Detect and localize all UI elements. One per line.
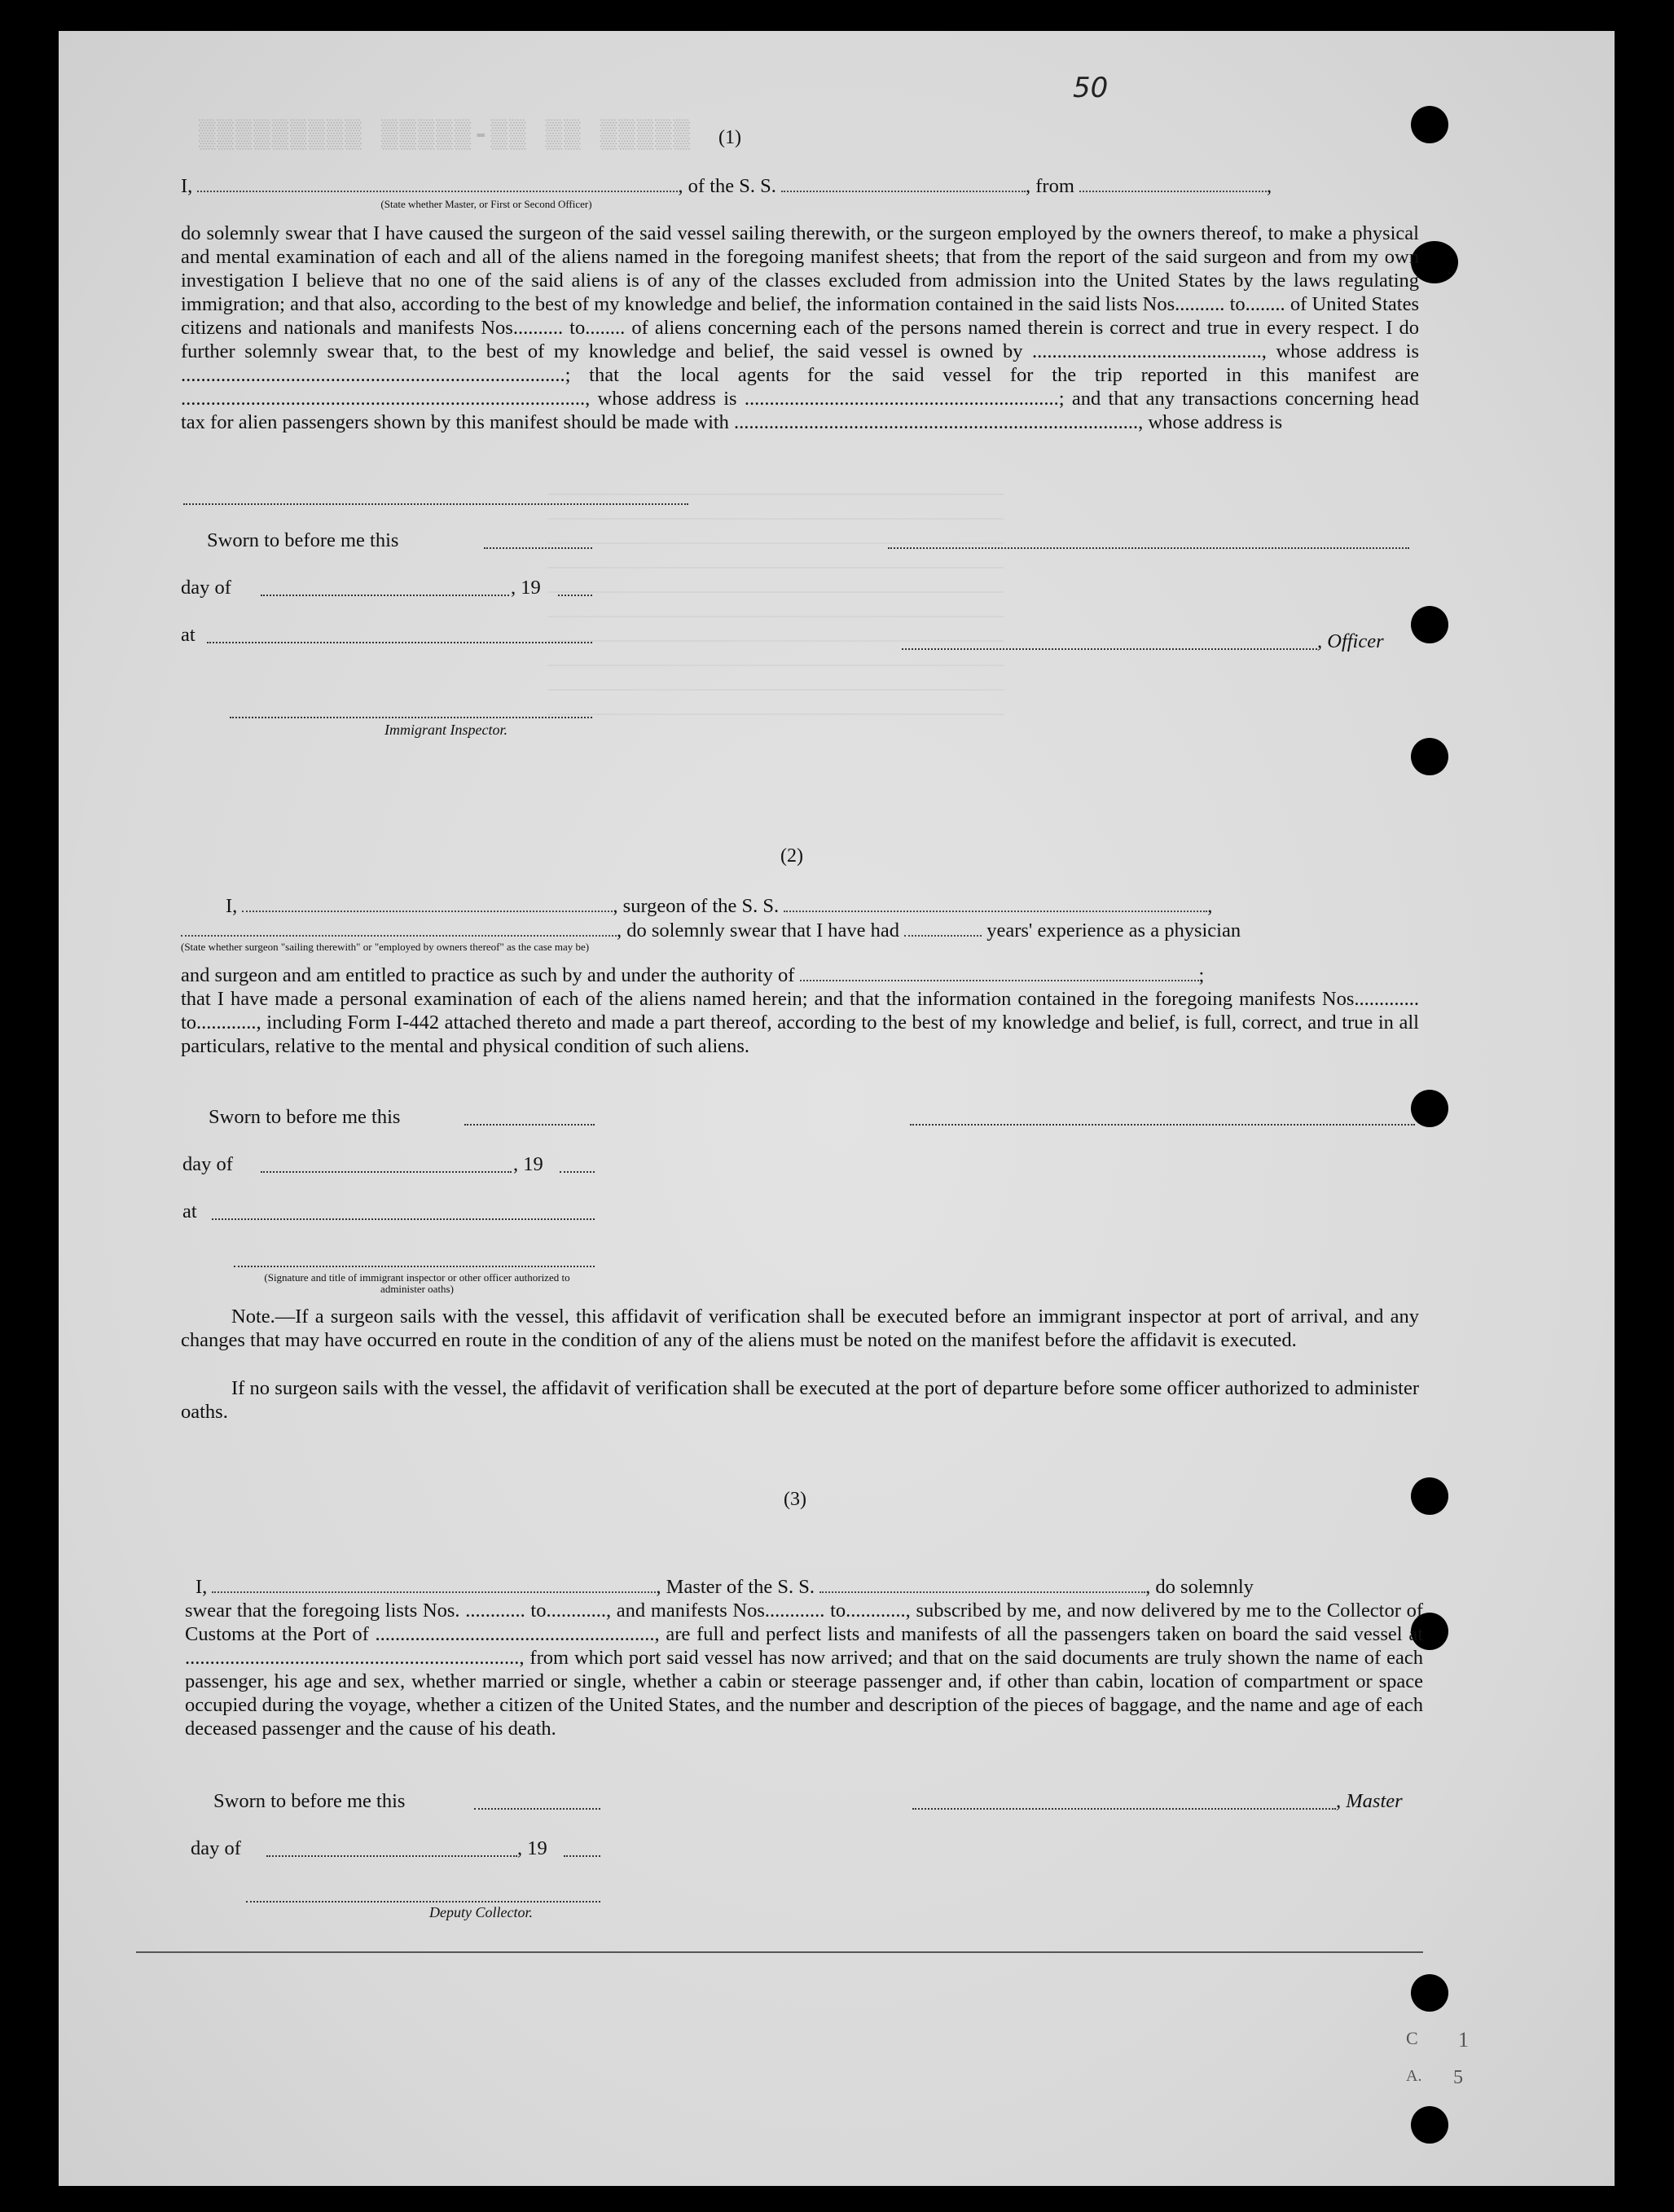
s3-year-blank xyxy=(564,1855,600,1857)
s1-inspector-line xyxy=(230,717,592,718)
s2-line2-years: years' experience as a physician xyxy=(986,919,1241,941)
s2-at-blank xyxy=(212,1218,595,1220)
s1-line1-ss: , of the S. S. xyxy=(678,175,776,197)
section-1-number: (1) xyxy=(718,127,741,148)
s2-line1: I, , surgeon of the S. S. , xyxy=(226,895,1213,917)
s3-deputy-label: Deputy Collector. xyxy=(429,1904,533,1920)
s1-year-blank xyxy=(558,595,592,596)
section-2-number: (2) xyxy=(780,845,803,867)
s2-inspector-line xyxy=(234,1266,595,1267)
s1-inspector-label: Immigrant Inspector. xyxy=(384,722,507,738)
binder-hole xyxy=(1411,606,1448,643)
s2-caption: (State whether surgeon "sailing therewith" or "employed by owners thereof" as the case may be) xyxy=(181,941,590,953)
s3-master-label: , Master xyxy=(1336,1790,1403,1812)
s3-line1-i: I, xyxy=(196,1576,208,1598)
s3-sworn-blank xyxy=(474,1808,600,1810)
s3-master-blank xyxy=(212,1577,656,1593)
s2-year-blank xyxy=(560,1171,595,1173)
s1-from-blank xyxy=(1079,176,1267,192)
handwritten-number: 50 xyxy=(1073,72,1109,104)
binder-hole xyxy=(1411,2106,1448,2144)
s1-day-blank xyxy=(261,595,509,596)
s2-body: that I have made a personal examination of each of the aliens named herein; and that the information contained in the foregoing manifests Nos............. to............, including Form I-442 attached thereto and made a part thereof, according to the best of my knowledge and belief, is full, correct, and true in all particulars, relative to the mental and physical condition of such aliens. xyxy=(181,988,1419,1057)
s2-line2 xyxy=(181,919,1419,942)
binder-hole xyxy=(1411,1090,1448,1127)
bottom-rule xyxy=(136,1951,1423,1953)
s2-sworn-blank xyxy=(464,1124,595,1126)
s1-officer-line xyxy=(902,648,1317,650)
s2-day: day of xyxy=(182,1153,233,1175)
s1-day: day of xyxy=(181,577,231,599)
binder-hole xyxy=(1411,1974,1448,2012)
s3-day: day of xyxy=(191,1837,241,1859)
binder-hole xyxy=(1411,106,1448,143)
s1-at: at xyxy=(181,624,196,646)
s3-line1-master: , Master of the S. S. xyxy=(656,1576,815,1598)
margin-mark-a: 1 xyxy=(1458,2028,1469,2052)
s3-vessel-blank xyxy=(819,1577,1145,1593)
s2-years-blank xyxy=(904,920,982,937)
s2-vessel-blank xyxy=(784,896,1207,912)
s2-year: , 19 xyxy=(513,1153,543,1175)
s2-authority-blank xyxy=(800,965,1199,981)
s3-body: swear that the foregoing lists Nos. ............ to............, and manifests Nos............ to............, subscribed by me, and now delivered by me to the Collector of Customs at the Port of ........................................................, are full and perfect lists and manifests of all the passengers taken on board the said vessel at ..................................................................., from which port said vessel has now arrived; and that on the said documents are truly shown the name of each passenger, his age and sex, whether married or single, whether a cabin or steerage passenger and, if other than cabin, location of compartment or space occupied during the voyage, whether a citizen of the United States, and the number and description of the pieces of baggage, and the name and age of each deceased passenger and the cause of his death. xyxy=(185,1600,1423,1740)
s2-line3: and surgeon and am entitled to practice as such by and under the authority of ; xyxy=(181,964,1205,986)
s1-sworn: Sworn to before me this xyxy=(207,529,399,551)
document-page xyxy=(59,31,1615,2186)
s2-line2-swear: , do solemnly swear that I have had xyxy=(617,919,899,941)
section-3-number: (3) xyxy=(784,1489,806,1510)
s2-line3-text: and surgeon and am entitled to practice as such by and under the authority of xyxy=(181,964,795,986)
s3-day-blank xyxy=(266,1855,517,1857)
s2-sailing-blank xyxy=(181,920,617,937)
s1-year: , 19 xyxy=(511,577,541,599)
s1-sworn-blank xyxy=(484,547,592,549)
s1-at-blank xyxy=(207,642,592,643)
s2-note-2: If no surgeon sails with the vessel, the affidavit of verification shall be executed at the port of departure before some officer authorized to administer oaths. xyxy=(181,1377,1419,1423)
s2-at: at xyxy=(182,1200,197,1222)
margin-mark-d: A. xyxy=(1406,2067,1422,2085)
s1-officer-sig-line xyxy=(888,547,1409,549)
s3-year: , 19 xyxy=(517,1837,547,1859)
s1-line1-i: I, xyxy=(181,175,193,197)
s3-sworn: Sworn to before me this xyxy=(213,1790,406,1812)
s1-line1: I, , of the S. S. , from , xyxy=(181,175,1272,197)
s2-line1-i: I, xyxy=(226,895,238,917)
s1-officer-blank xyxy=(197,176,678,192)
margin-mark-c: 5 xyxy=(1453,2067,1463,2088)
s3-line1 xyxy=(196,1575,1421,1599)
s2-sworn: Sworn to before me this xyxy=(209,1106,401,1128)
margin-mark-b: C xyxy=(1406,2028,1418,2048)
s3-master-sig-line xyxy=(912,1808,1336,1810)
s1-line1-from: , from xyxy=(1026,175,1074,197)
binder-hole xyxy=(1411,1477,1448,1515)
s2-sig-line xyxy=(910,1124,1415,1126)
s3-deputy-line xyxy=(246,1901,600,1903)
s1-officer-label: , Officer xyxy=(1317,630,1384,652)
s2-day-blank xyxy=(261,1171,512,1173)
s2-line1-ss: , surgeon of the S. S. xyxy=(613,895,780,917)
s1-vessel-blank xyxy=(781,176,1026,192)
s1-address-blank xyxy=(183,503,688,505)
bleed-through-text: ▒▒▒▒▒ ▒▒ ▒▒-▒▒▒▒▒ ▒▒▒▒▒▒▒▒▒ xyxy=(197,121,690,151)
bleed-through-text-2 xyxy=(547,471,1004,715)
s2-sig-caption: (Signature and title of immigrant inspector or other officer authorized to administer oaths) xyxy=(264,1271,570,1295)
binder-hole xyxy=(1411,738,1448,775)
s1-body: do solemnly swear that I have caused the surgeon of the said vessel sailing therewith, or the surgeon employed by the owners thereof, to make a physical and mental examination of each and all of the aliens named in the foregoing manifest sheets; that from the report of the said surgeon and from my own investigation I believe that no one of the said aliens is of any of the classes excluded from admission into the United States by the laws regulating immigration; and that also, according to the best of my knowledge and belief, the information contained in the said lists Nos.......... to........ of United States citizens and nationals and manifests Nos.......... to........ of aliens concerning each of the persons named therein is correct and true in every respect. I do further solemnly swear that, to the best of my knowledge and belief, the said vessel is owned by .............................................., whose address is .............................................................................; that the local agents for the said vessel for the trip reported in this manifest are ................................................................................., whose address is ...............................................................; and that any transactions concerning head tax for alien passengers shown by this manifest should be made with ................................................................................., whose address is xyxy=(181,222,1419,433)
s2-note: Note.—If a surgeon sails with the vessel, this affidavit of verification shall be executed before an immigrant inspector at port of arrival, and any changes that may have occurred en route in the condition of any of the aliens must be noted on the manifest before the affidavit is executed. xyxy=(181,1306,1419,1351)
s2-surgeon-blank xyxy=(242,896,613,912)
s3-line1-swear: , do solemnly xyxy=(1145,1576,1254,1598)
s1-caption: (State whether Master, or First or Second Officer) xyxy=(380,198,592,210)
